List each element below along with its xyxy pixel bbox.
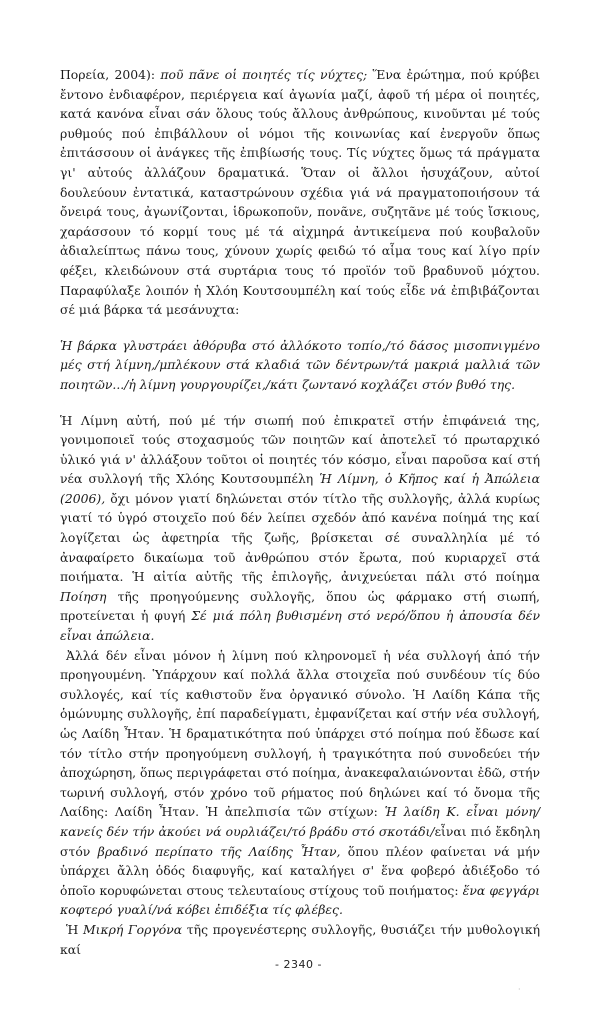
italic-text-run: Ἡ Λίμνη, ὁ Κῆπος καί ἡ Ἀπώλεια (2006), [60, 471, 540, 506]
text-run: Ἀλλά δέν εἶναι μόνον ἡ λίμνη πού κληρονομεῖ ἡ νέα συλλογή ἀπό τήν προηγουμένη. Ὑπάρχουν καί πολλά ἄλλα στοιχεῖα πού συνδέουν τίς δύο συλλογές, καί τίς καθιστοῦν ἕνα ὀργανικό σύνολο. Ἡ Λαίδη Κάπα τῆς ὁμώνυμης συλλογῆς, ἐπί παραδείγματι, ἐμφανίζεται καί στήν νέα συλλογή, ὡς Λαίδη Ἦταν. Ἡ δραματικότητα πού ὑπάρχει στό ποίημα πού ἔδωσε καί τόν τίτλο στήν προηγούμενη συλλογή, ἡ τραγικότητα πού συνοδεύει τήν ἀποχώρηση, ὅπως περιγράφεται στό ποίημα, ἀνακεφαλαιώνονται ἐδῶ, στήν τωρινή συλλογή, στόν χρόνο τοῦ ρήματος πού δηλώνει καί τό ὄνομα τῆς Λαίδης: Λαίδη Ἦταν. Ἡ ἀπελπισία τῶν στίχων: [60, 647, 540, 820]
page-number: - 2340 - [275, 958, 322, 971]
italic-text-run: Ἡ λαίδη Κ. εἶναι μόνη/κανείς δέν τήν ἀκούει νά ουρλιάζει/τό βράδυ στό σκοτάδι/ [60, 804, 540, 839]
text-run: Πορεία, 2004): [60, 67, 161, 82]
paragraph-lady [60, 646, 540, 920]
edge-mark: · [518, 985, 521, 994]
text-run: Ἕνα ἐρώτημα, πού κρύβει ἔντονο ἐνδιαφέρον, περιέργεια καί ἀγωνία μαζί, ἀφοῦ τή μέρα οἱ ποιητές, κατά κανόνα εἶναι σάν ὅλους τούς ἄλλους ἀνθρώπους, κινοῦνται μέ τούς ρυθμούς πού ἐπιβάλλουν οἱ νόμοι τῆς κοινωνίας καί ἐνεργοῦν ὅπως ἐπιτάσσουν οἱ ἀνάγκες τῆς ἐπιβίωσής τους. Τίς νύχτες ὅμως τά πράγματα γι' αὐτούς ἀλλάζουν δραματικά. Ὅταν οἱ ἄλλοι ἡσυχάζουν, αὐτοί δουλεύουν ἐντατικά, καταστρώνουν σχέδια γιά νά πραγματοποιήσουν τά ὄνειρά τους, ἀγωνίζονται, ἱδρωκοποῦν, πονᾶνε, συζητᾶνε μέ τούς ἴσκιους, χαράσσουν τό κορμί τους μέ τά αἰχμηρά ἀντικείμενα πού κουβαλοῦν ἀδιαλείπτως πάνω τους, χύνουν χωρίς φειδώ τό αἷμα τους καί λίγο πρίν φέξει, κλειδώνουν στά συρτάρια τους τό προϊόν τοῦ βραδυνοῦ μόχτου. Παραφύλαξε λοιπόν ἡ Χλόη Κουτσουμπέλη καί τούς εἶδε νά ἐπιβιβάζονται σέ μιά βάρκα τά μεσάνυχτα: [60, 67, 540, 318]
paragraph-mermaid [60, 920, 540, 959]
paragraph-intro [60, 65, 540, 320]
paragraph-gap [60, 320, 540, 336]
italic-text-run: Ἡ βάρκα γλυστράει ἀθόρυβα στό ἀλλόκοτο τοπίο,/τό δάσος μισοπνιγμένο μές στή λίμνη,/μπλέκουν στά κλαδιά τῶν δέντρων/τά μακριά μαλλιά τῶν ποιητῶν.../ἡ λίμνη γουργουρίζει,/κάτι ζωντανό κοχλάζει στόν βυθό της. [60, 337, 540, 392]
italic-text-run: ἕνα φεγγάρι κοφτερό γυαλί/νά κόβει ἐπιδέξια τίς φλέβες. [60, 882, 540, 918]
italic-text-run: ποῦ πᾶνε οἱ ποιητές τίς νύχτες; [160, 67, 368, 82]
paragraph-lake [60, 411, 540, 646]
text-run: τῆς προηγούμενης συλλογῆς, ὅπου ὡς φάρμακο στή σιωπή, προτείνεται ἡ φυγή [60, 588, 540, 624]
italic-text-run: Ποίηση [60, 588, 107, 604]
italic-text-run: Μικρή Γοργόνα [82, 921, 183, 937]
page-body [60, 65, 540, 959]
poem-quote-block [60, 336, 540, 395]
text-run: Ἡ [66, 921, 83, 937]
text-run: ὄχι μόνον γιατί δηλώνεται στόν τίτλο τῆς συλλογῆς, ἀλλά κυρίως γιατί τό ὑγρό στοιχεῖο πού δέν λείπει σχεδόν ἀπό κανένα ποίημά της καί λογίζεται ὡς ἀφετηρία τῆς ζωῆς, βρίσκεται σέ συναλληλία μέ τό ἀναφαίρετο δικαίωμα τοῦ ἀνθρώπου στόν ἔρωτα, πού κυριαρχεῖ στά ποιήματα. Ἡ αἰτία αὐτῆς τῆς ἐπιλογῆς, ἀνιχνεύεται πάλι στό ποίημα [60, 490, 540, 585]
italic-text-run: βραδινό περίπατο τῆς Λαίδης Ἦταν, [97, 843, 341, 859]
paragraph-gap [60, 395, 540, 411]
italic-text-run: Σέ μιά πόλη βυθισμένη στό νερό/ὅπου ἡ ἀπουσία δέν εἶναι ἀπώλεια. [60, 608, 540, 644]
text-run: τῆς προγενέστερης συλλογῆς, θυσιάζει τήν μυθολογική καί [60, 921, 540, 957]
text-run: Ἡ Λίμνη αὐτή, πού μέ τήν σιωπή πού ἐπικρατεῖ στήν ἐπιφάνειά της, γονιμοποιεῖ τούς στοχασμούς τῶν ποιητῶν καί ἀποτελεῖ τό πρωταρχικό ὑλικό γιά ν' ἀλλάξουν τοῦτοι οἱ ποιητές τόν κόσμο, εἶναι παροῦσα καί στή νέα συλλογή τῆς Χλόης Κουτσουμπέλη [60, 412, 540, 487]
text-run: εἶναι πιό ἔκδηλη στόν [60, 823, 540, 859]
text-run: ὅπου πλέον φαίνεται νά μήν ὑπάρχει ἄλλη ὁδός διαφυγῆς, καί καταλήγει σ' ἕνα φοβερό ἀδιέξοδο τό ὁποῖο κορυφώνεται στους τελευταίους στίχους τοῦ ποιήματος: [60, 843, 540, 898]
